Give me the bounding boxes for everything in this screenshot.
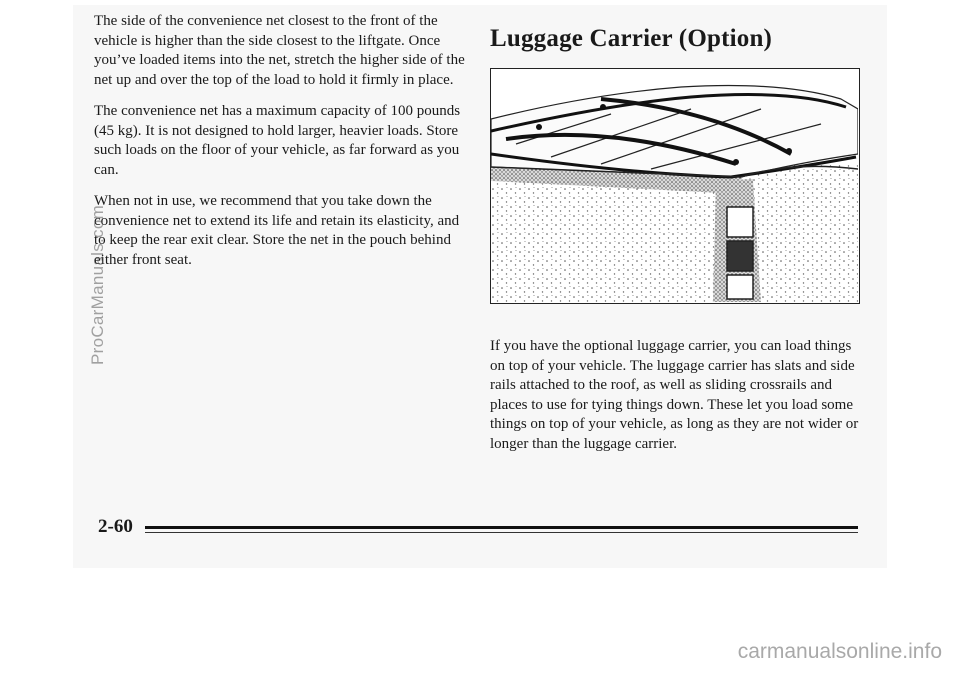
paragraph-net-storage: When not in use, we recommend that you take down the convenience net to extend its life and retain its elasticity, and to keep the rear exit clear. Store the net in the pouch behind either front seat. xyxy=(94,193,460,268)
page-number: 2-60 xyxy=(98,516,133,537)
footer-rule-thin xyxy=(145,532,858,533)
paragraph-net-capacity: The convenience net has a maximum capacity of 100 pounds (45 kg). It is not designed to hold larger, heavier loads. Store such loads on the floor of your vehicle, as far forward as you can. xyxy=(94,103,461,178)
luggage-carrier-illustration xyxy=(490,68,860,304)
luggage-carrier-description: If you have the optional luggage carrier, you can load things on top of your vehicle. The luggage carrier has slats and side rails attached to the roof, as well as sliding crossrails and places to use for tying things down. These let you load some things on top of your vehicle, as long as they are not wider or longer than the luggage carrier. xyxy=(490,338,859,452)
side-watermark: ProCarManuals.com xyxy=(88,204,107,365)
left-column xyxy=(94,12,466,282)
section-heading: Luggage Carrier (Option) xyxy=(490,25,773,52)
footer-rule-thick xyxy=(145,526,858,529)
paragraph-net-loading: The side of the convenience net closest to the front of the vehicle is higher than the side closest to the liftgate. Once you’ve loaded items into the net, stretch the higher side of the net up and over the top of the load to hold it firmly in place. xyxy=(94,13,465,88)
bottom-watermark: carmanualsonline.info xyxy=(737,640,942,663)
right-column xyxy=(490,24,870,454)
